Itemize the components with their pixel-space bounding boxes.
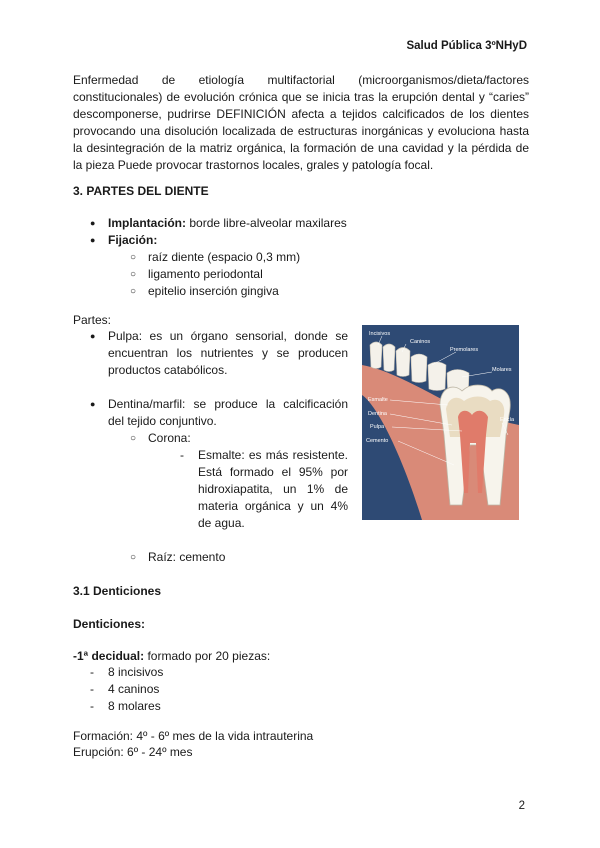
intro-paragraph: Enfermedad de etiología multifactorial (microorganismos/dieta/factores constitucionales) de evolución crónica que se inicia tras la erupción dental y “caries” descomponerse, pudrirse DEFINICIÓN afecta a tejidos calcificados de los dientes provocando una disolución localizada de estructuras inorgánicas y evoluciona hasta la desintegración de la matriz orgánica, la formación de una cavidad y la pérdida de la pieza Puede provocar trastornos locales, grales y patología focal.: [73, 73, 529, 172]
label-encia: Encía: [500, 417, 515, 423]
premolar-shape: [428, 362, 446, 391]
decidual-label: -1ª decidual:: [73, 649, 145, 663]
corona-text: ○ Corona:: [148, 431, 191, 445]
canine-shape: [396, 348, 410, 377]
denticiones-subtitle: Denticiones:: [73, 617, 146, 631]
tooth-anatomy-figure: [362, 325, 519, 520]
list-item: ○ epitelio inserción gingiva: [130, 283, 530, 300]
list-item: - 4 caninos: [90, 681, 163, 698]
label-esmalte: Esmalte: [368, 397, 388, 403]
list-item-raiz: ○ Raíz: cemento: [130, 549, 348, 566]
page-header: Salud Pública 3ºNHyD: [406, 40, 527, 52]
decidual-items: [90, 664, 163, 715]
incisor-shape: [370, 342, 382, 369]
tooth-illustration: [362, 325, 519, 520]
label-dentina: Dentina: [368, 411, 387, 417]
erupcion-line: Erupción: 6º - 24º mes: [73, 745, 193, 759]
section-3-1-title: 3.1 Denticiones: [73, 584, 162, 598]
incisor-shape: [383, 344, 395, 372]
decidual-line: [73, 648, 270, 665]
list-item-dentina: [90, 396, 348, 566]
formacion-line: Formación: 4º - 6º mes de la vida intrauterina: [73, 729, 314, 743]
list-item: - 8 molares: [90, 698, 163, 715]
label-pulpa: Pulpa: [370, 424, 385, 430]
label-cemento: Cemento: [366, 438, 389, 444]
implantacion-label: Implantación:: [108, 216, 187, 230]
list-item: - 8 incisivos: [90, 664, 163, 681]
decidual-text: formado por 20 piezas:: [144, 649, 271, 663]
list-item: [90, 232, 530, 300]
list-item-corona: [130, 430, 348, 532]
list-item: ○ raíz diente (espacio 0,3 mm): [130, 249, 530, 266]
partes-label: Partes:: [73, 313, 112, 327]
list-item: ○ ligamento periodontal: [130, 266, 530, 283]
label-incisivos: Incisivos: [369, 331, 391, 337]
list-item-pulpa: ● Pulpa: es un órgano sensorial, donde se encuentran los nutrientes y se producen productos catabólicos.: [90, 328, 348, 379]
premolar-shape: [411, 354, 427, 383]
implantacion-text: borde libre-alveolar maxilares: [186, 216, 347, 230]
implantation-list: [90, 215, 530, 300]
partes-list: [90, 328, 348, 566]
list-item: [90, 215, 530, 232]
dentina-text: ● Dentina/marfil: se produce la calcificación del tejido conjuntivo.: [108, 397, 348, 428]
label-molares: Molares: [492, 367, 512, 373]
section-3-title: 3. PARTES DEL DIENTE: [73, 184, 209, 198]
fijacion-label: Fijación:: [108, 233, 158, 247]
fijacion-sublist: [108, 249, 530, 300]
esmalte-text: Esmalte: es más resistente. Está formado el 95% por hidroxiapatita, un 1% de materia orgánica y un 4% de agua.: [198, 448, 348, 530]
esmalte-item: [180, 447, 348, 532]
page-number: 2: [518, 800, 525, 812]
dash-marker: -: [180, 448, 184, 462]
label-caninos: Caninos: [410, 339, 431, 345]
dentina-sublist: [108, 430, 348, 566]
label-premolares: Premolares: [450, 347, 479, 353]
